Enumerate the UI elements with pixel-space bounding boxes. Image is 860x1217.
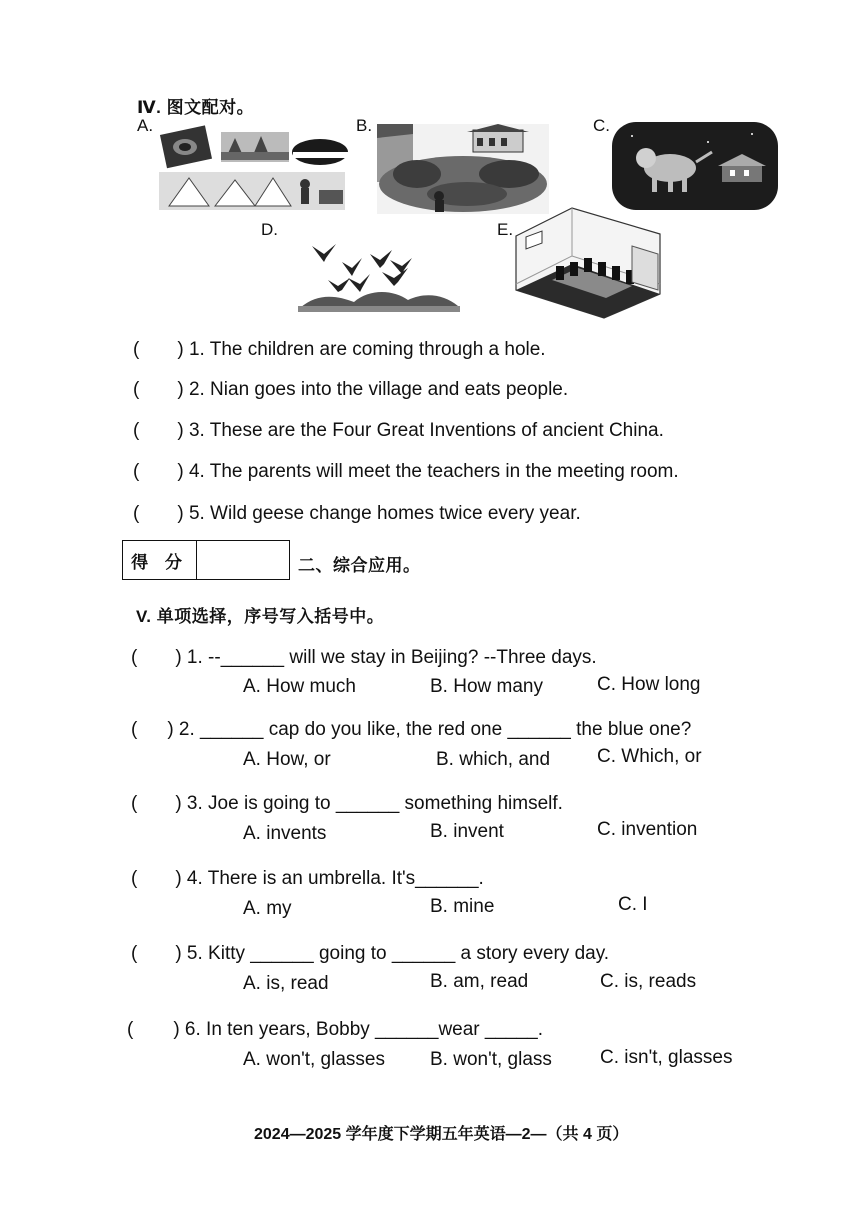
question-2-option-c: C. Which, or [597,746,702,767]
section-4-title: Ⅳ. 图文配对。 [137,98,255,117]
question-1-option-c: C. How long [597,674,701,695]
picture-label-e: E. [497,220,514,239]
question-1-stem: ) 1. --______ will we stay in Beijing? --Three days. [175,647,597,668]
question-1: ( ) 1. --______ will we stay in Beijing? --Three days. [131,647,597,668]
part-2-title: 二、综合应用。 [298,556,421,575]
score-box [122,540,290,580]
question-2-stem: ) 2. ______ cap do you like, the red one ______ the blue one? [167,719,692,740]
match-item-4-text: 4. The parents will meet the teachers in the meeting room. [188,461,679,482]
question-5-stem: ) 5. Kitty ______ going to ______ a story every day. [175,943,610,964]
question-6: ( ) 6. In ten years, Bobby ______wear _____. [127,1019,544,1040]
question-5-option-b: B. am, read [430,971,529,992]
question-6-option-c: C. isn't, glasses [600,1047,733,1068]
question-3-option-b: B. invent [430,821,504,842]
score-label: 得 分 [123,541,197,579]
picture-label-b: B. [356,116,373,135]
question-4-stem: ) 4. There is an umbrella. It's______. [175,868,484,889]
question-4-option-a: A. my [243,898,292,919]
question-2: ( ) 2. ______ cap do you like, the red one ______ the blue one? [131,719,692,740]
question-5-option-a: A. is, read [243,973,329,994]
question-5-option-c: C. is, reads [600,971,697,992]
four-inventions-picture [155,122,350,214]
match-item-2: ( ) 2. Nian goes into the village and eats people. [133,379,569,400]
question-2-option-b: B. which, and [436,749,551,770]
match-item-1-text: 1. The children are coming through a hole. [188,339,546,360]
match-item-5: ( ) 5. Wild geese change homes twice every year. [133,503,581,524]
page-footer: 2024—2025 学年度下学期五年英语—2—（共 4 页） [254,1126,629,1143]
question-3-option-c: C. invention [597,819,698,840]
question-1-option-a: A. How much [243,676,356,697]
match-item-4: ( ) 4. The parents will meet the teachers in the meeting room. [133,461,679,482]
village-hole-picture [377,124,549,214]
match-item-1: ( ) 1. The children are coming through a hole. [133,339,546,360]
picture-label-a: A. [137,116,154,135]
question-3: ( ) 3. Joe is going to ______ something himself. [131,793,563,814]
question-1-option-b: B. How many [430,676,543,697]
question-2-option-a: A. How, or [243,749,331,770]
question-4-option-b: B. mine [430,896,495,917]
question-4-option-c: C. I [618,894,648,915]
match-item-3-text: 3. These are the Four Great Inventions of ancient China. [188,420,664,441]
meeting-room-picture [512,206,664,320]
question-6-option-a: A. won't, glasses [243,1049,385,1070]
picture-label-d: D. [261,220,278,239]
nian-monster-picture [612,122,778,210]
question-6-option-b: B. won't, glass [430,1049,552,1070]
picture-label-c: C. [593,116,610,135]
match-item-2-text: 2. Nian goes into the village and eats people. [188,379,569,400]
match-item-3: ( ) 3. These are the Four Great Inventions of ancient China. [133,420,664,441]
question-3-option-a: A. invents [243,823,327,844]
question-4: ( ) 4. There is an umbrella. It's______. [131,868,484,889]
wild-geese-picture [298,232,460,312]
section-5-title: V. 单项选择，序号写入括号中。 [136,607,385,626]
question-6-stem: ) 6. In ten years, Bobby ______wear _____. [173,1019,544,1040]
match-item-5-text: 5. Wild geese change homes twice every year. [188,503,581,524]
question-5: ( ) 5. Kitty ______ going to ______ a story every day. [131,943,610,964]
question-3-stem: ) 3. Joe is going to ______ something himself. [175,793,563,814]
